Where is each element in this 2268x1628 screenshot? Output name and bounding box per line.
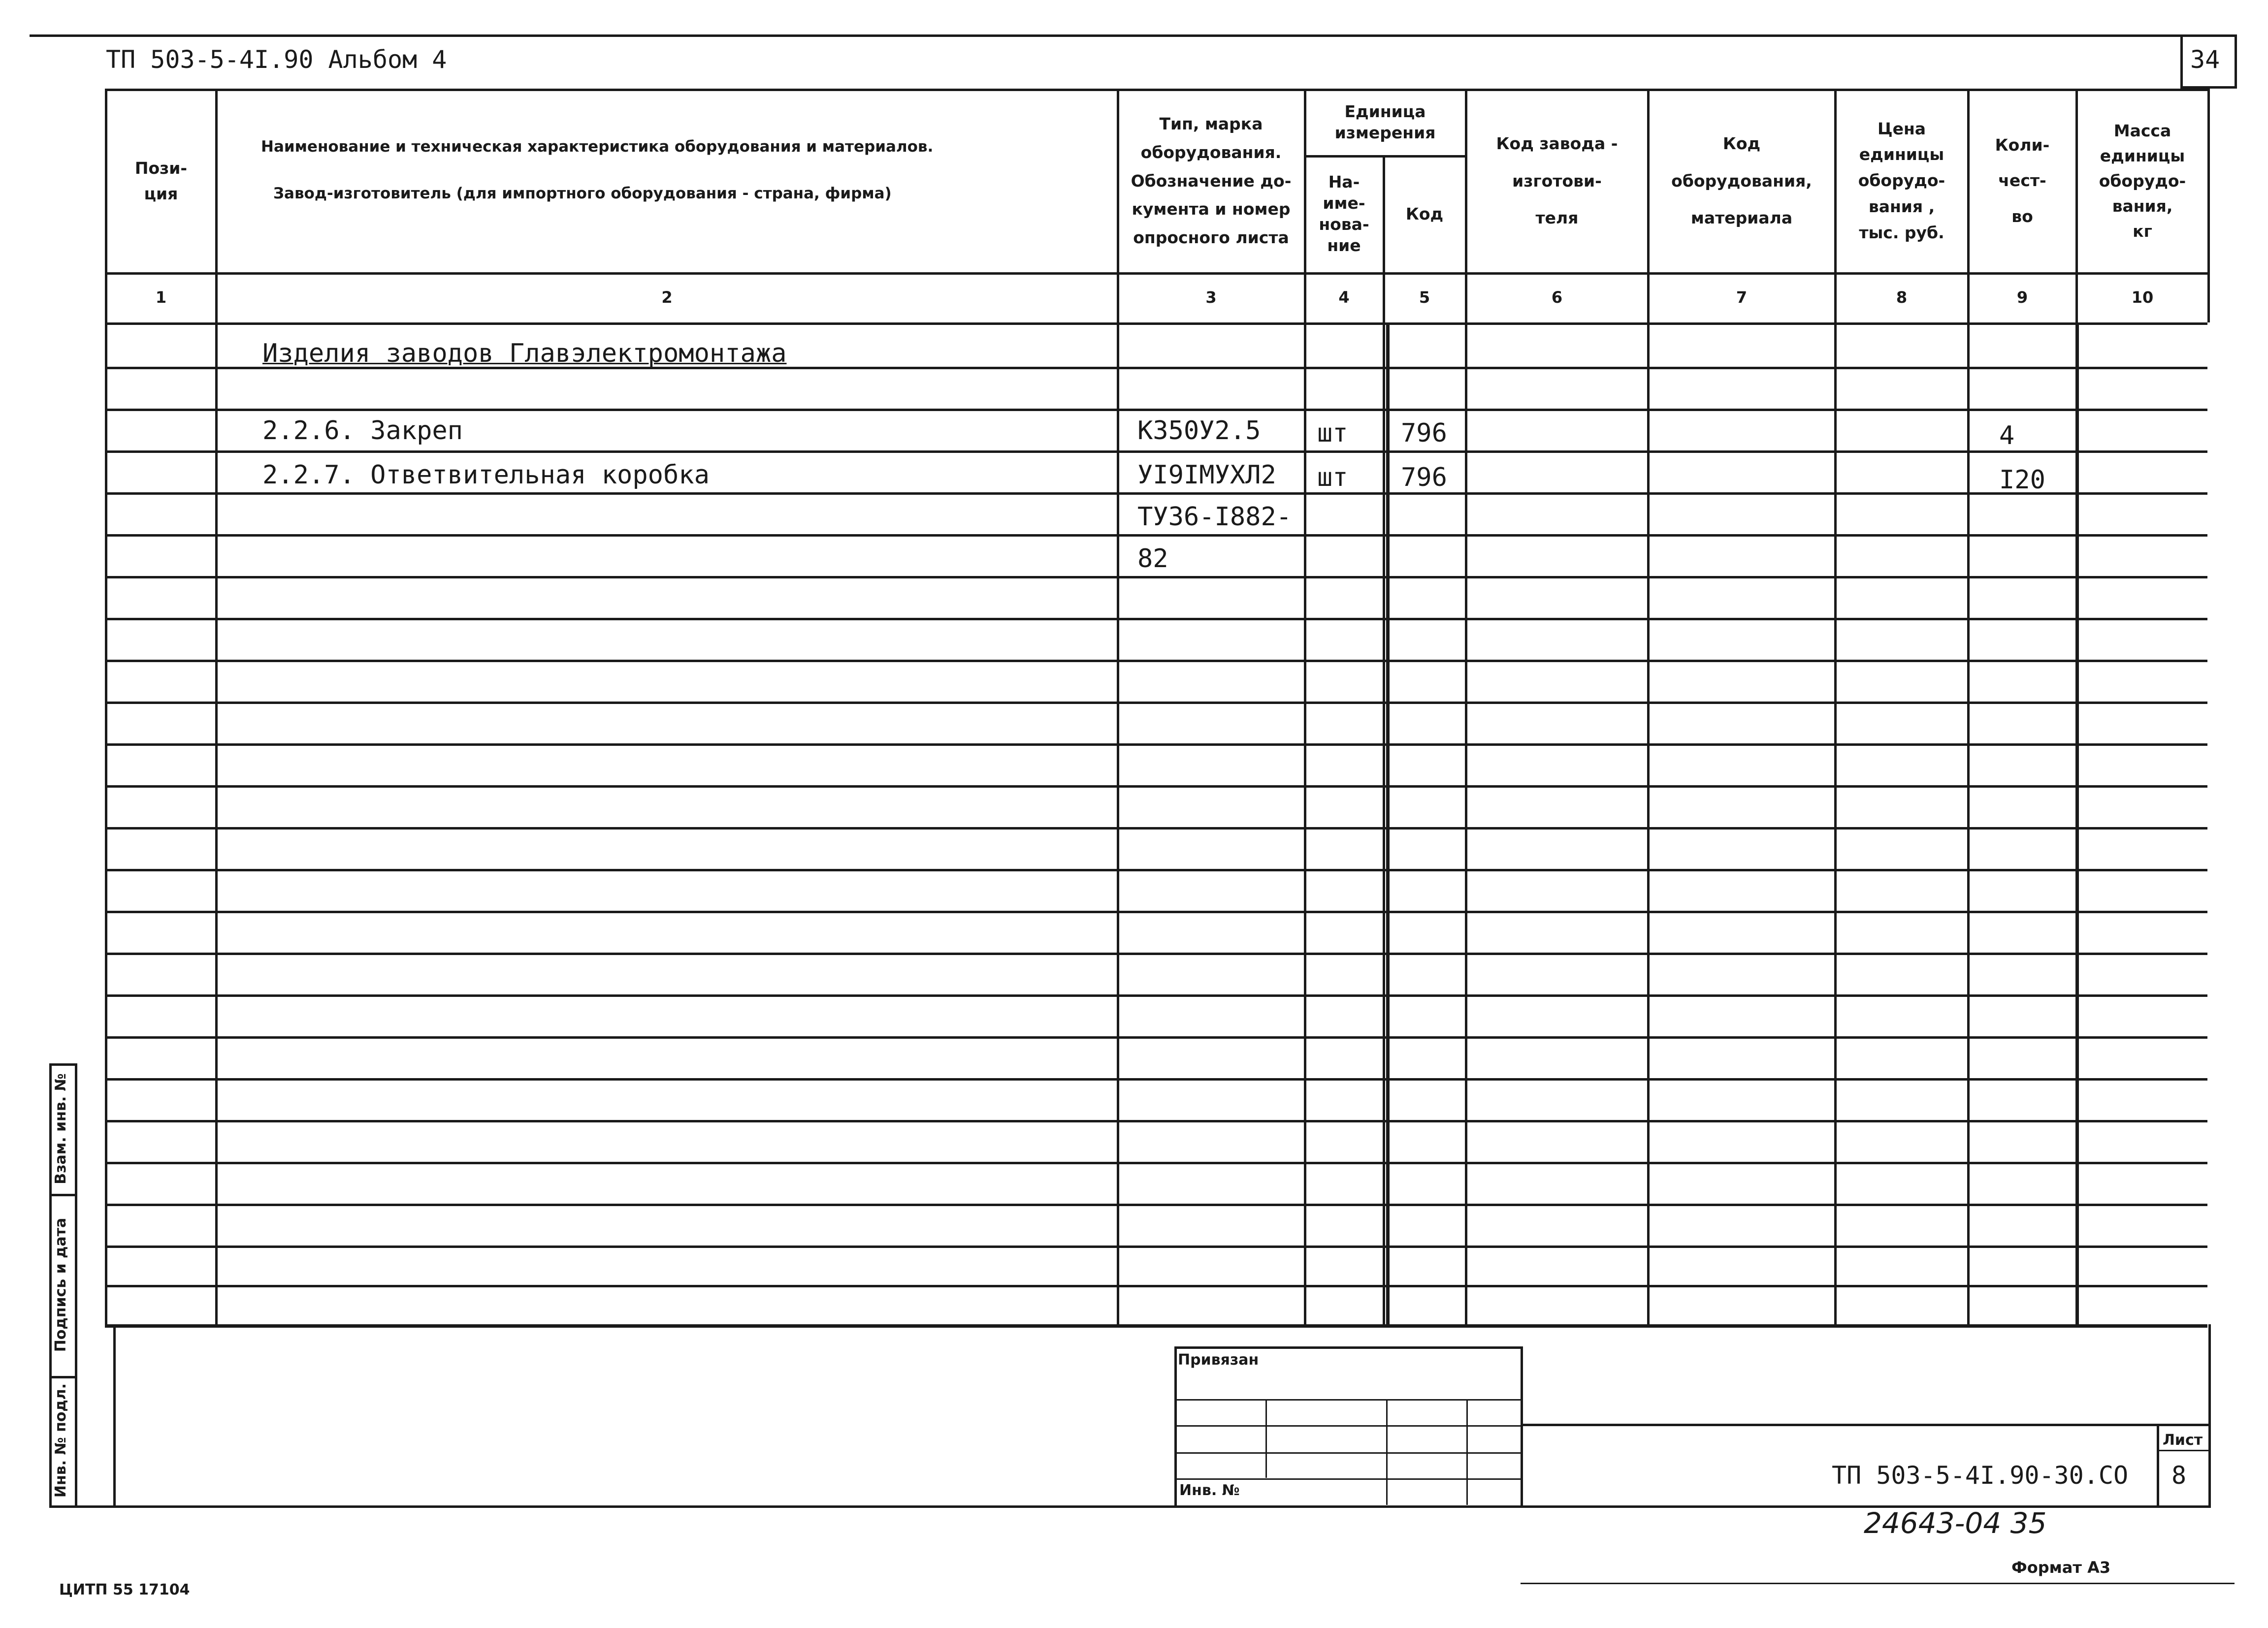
item1-quantity: 4 bbox=[1999, 421, 2015, 450]
col-unit-name-header: На- име- нова- ние bbox=[1319, 172, 1369, 255]
col-unit-header: Единица измерения bbox=[1334, 102, 1436, 142]
col-equipment-code-header: Код оборудования, материала bbox=[1671, 133, 1812, 228]
document-code: ТП 503-5-4I.90-30.СО bbox=[1832, 1461, 2129, 1490]
col-number-10: 10 bbox=[2131, 288, 2154, 307]
col-number-5: 5 bbox=[1419, 288, 1430, 307]
item1-unit: шт bbox=[1317, 418, 1348, 448]
col-number-2: 2 bbox=[661, 288, 673, 307]
document-reference: ТП 503-5-4I.90 Альбом 4 bbox=[106, 45, 447, 74]
sheet-format: Формат А3 bbox=[2011, 1558, 2111, 1577]
print-shop-note: ЦИТП 55 17104 bbox=[59, 1581, 190, 1598]
item2-type: УI9IМУХЛ2 bbox=[1137, 460, 1276, 490]
col-unit-code-header: Код bbox=[1405, 204, 1444, 224]
col-manufacturer-code-header: Код завода - изготови- теля bbox=[1496, 133, 1618, 228]
sheet-number: 8 bbox=[2171, 1461, 2187, 1490]
col-number-9: 9 bbox=[2016, 288, 2028, 307]
col-number-3: 3 bbox=[1205, 288, 1217, 307]
sheet-label: Лист bbox=[2163, 1432, 2203, 1449]
privyazan-label: Привязан bbox=[1178, 1351, 1259, 1369]
page-number: 34 bbox=[2190, 45, 2220, 74]
item2-quantity: I20 bbox=[1999, 465, 2045, 495]
item2-doc-line1: ТУ36-I882- bbox=[1137, 502, 1292, 532]
item2-unit: шт bbox=[1317, 463, 1348, 492]
col-name-header-manufacturer: Завод-изготовитель (для импортного оборудования - страна, фирма) bbox=[273, 185, 892, 202]
stamp-replaced-inv: Взам. инв. № bbox=[52, 1073, 69, 1184]
col-type-header: Тип, марка оборудования. Обозначение до- кумента и номер опросного листа bbox=[1131, 114, 1292, 248]
item1-type: К350У2.5 bbox=[1137, 416, 1261, 446]
col-price-header: Цена единицы оборудо- вания , тыс. руб. bbox=[1858, 119, 1945, 242]
inv-number-label: Инв. № bbox=[1179, 1482, 1240, 1499]
item2-name: 2.2.7. Ответвительная коробка bbox=[262, 460, 710, 490]
col-name-header: Наименование и техническая характеристика оборудования и материалов. bbox=[261, 138, 934, 156]
col-position-header: Пози- ция bbox=[134, 159, 188, 203]
handwritten-archive-number: 24643-04 35 bbox=[1864, 1506, 2047, 1540]
col-quantity-header: Коли- чест- во bbox=[1995, 135, 2050, 226]
col-number-1: 1 bbox=[155, 288, 167, 307]
section-title: Изделия заводов Главэлектромонтажа bbox=[262, 339, 787, 368]
item2-unit-code: 796 bbox=[1401, 463, 1447, 492]
col-mass-header: Масса единицы оборудо- вания, кг bbox=[2099, 121, 2186, 241]
col-number-4: 4 bbox=[1338, 288, 1350, 307]
stamp-signature-date: Подпись и дата bbox=[52, 1217, 69, 1352]
col-number-6: 6 bbox=[1551, 288, 1563, 307]
item2-doc-line2: 82 bbox=[1137, 544, 1168, 574]
col-number-7: 7 bbox=[1736, 288, 1748, 307]
col-number-8: 8 bbox=[1896, 288, 1908, 307]
stamp-original-inv: Инв. № подл. bbox=[52, 1383, 69, 1498]
item1-unit-code: 796 bbox=[1401, 418, 1447, 448]
item1-name: 2.2.6. Закреп bbox=[262, 416, 463, 446]
